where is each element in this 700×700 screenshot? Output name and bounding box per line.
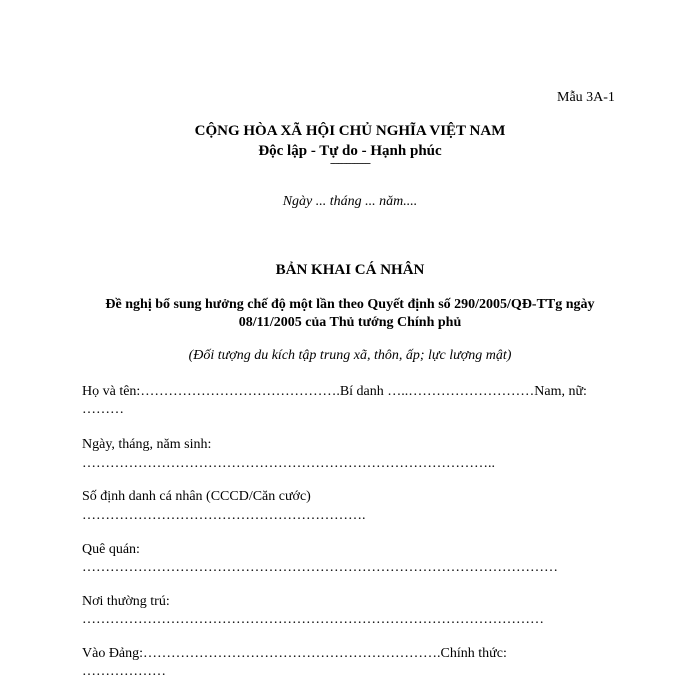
- motto: Độc lập - Tự do - Hạnh phúc: [258, 143, 442, 159]
- dob-label: Ngày, tháng, năm sinh:: [82, 437, 212, 452]
- subtitle-line-2: 08/11/2005 của Thủ tướng Chính phủ: [238, 315, 462, 330]
- residence-label: Nơi thường trú:: [82, 594, 170, 609]
- hometown-label: Quê quán:: [82, 542, 140, 557]
- party-field-continuation: ………………: [82, 664, 166, 679]
- residence-dots: ………………………………………………………………………………………: [82, 612, 544, 627]
- dob-dots: ……………………………………………………………………………..: [82, 456, 495, 471]
- name-field-continuation: ………: [82, 402, 124, 417]
- form-code: Mẫu 3A-1: [557, 90, 615, 105]
- name-field-line: Họ và tên:…………………………………….Bí danh …..………………………Nam, nữ:: [82, 384, 587, 399]
- hometown-dots: …………………………………………………………………………………………: [82, 560, 558, 575]
- header-separator: ---------------: [330, 157, 370, 169]
- subtitle-line-1: Đề nghị bổ sung hưởng chế độ một lần theo Quyết định số 290/2005/QĐ-TTg ngày: [105, 297, 595, 312]
- id-dots: …………………………………………………….: [82, 508, 366, 523]
- party-field-line: Vào Đảng:……………………………………………………….Chính thức:: [82, 646, 507, 661]
- target-note: (Đối tượng du kích tập trung xã, thôn, ấp; lực lượng mật): [188, 348, 512, 363]
- country-heading: CỘNG HÒA XÃ HỘI CHỦ NGHĨA VIỆT NAM: [194, 123, 506, 139]
- date-line: Ngày ... tháng ... năm....: [282, 194, 418, 209]
- document-title: BẢN KHAI CÁ NHÂN: [275, 262, 425, 278]
- id-label: Số định danh cá nhân (CCCD/Căn cước): [82, 489, 311, 504]
